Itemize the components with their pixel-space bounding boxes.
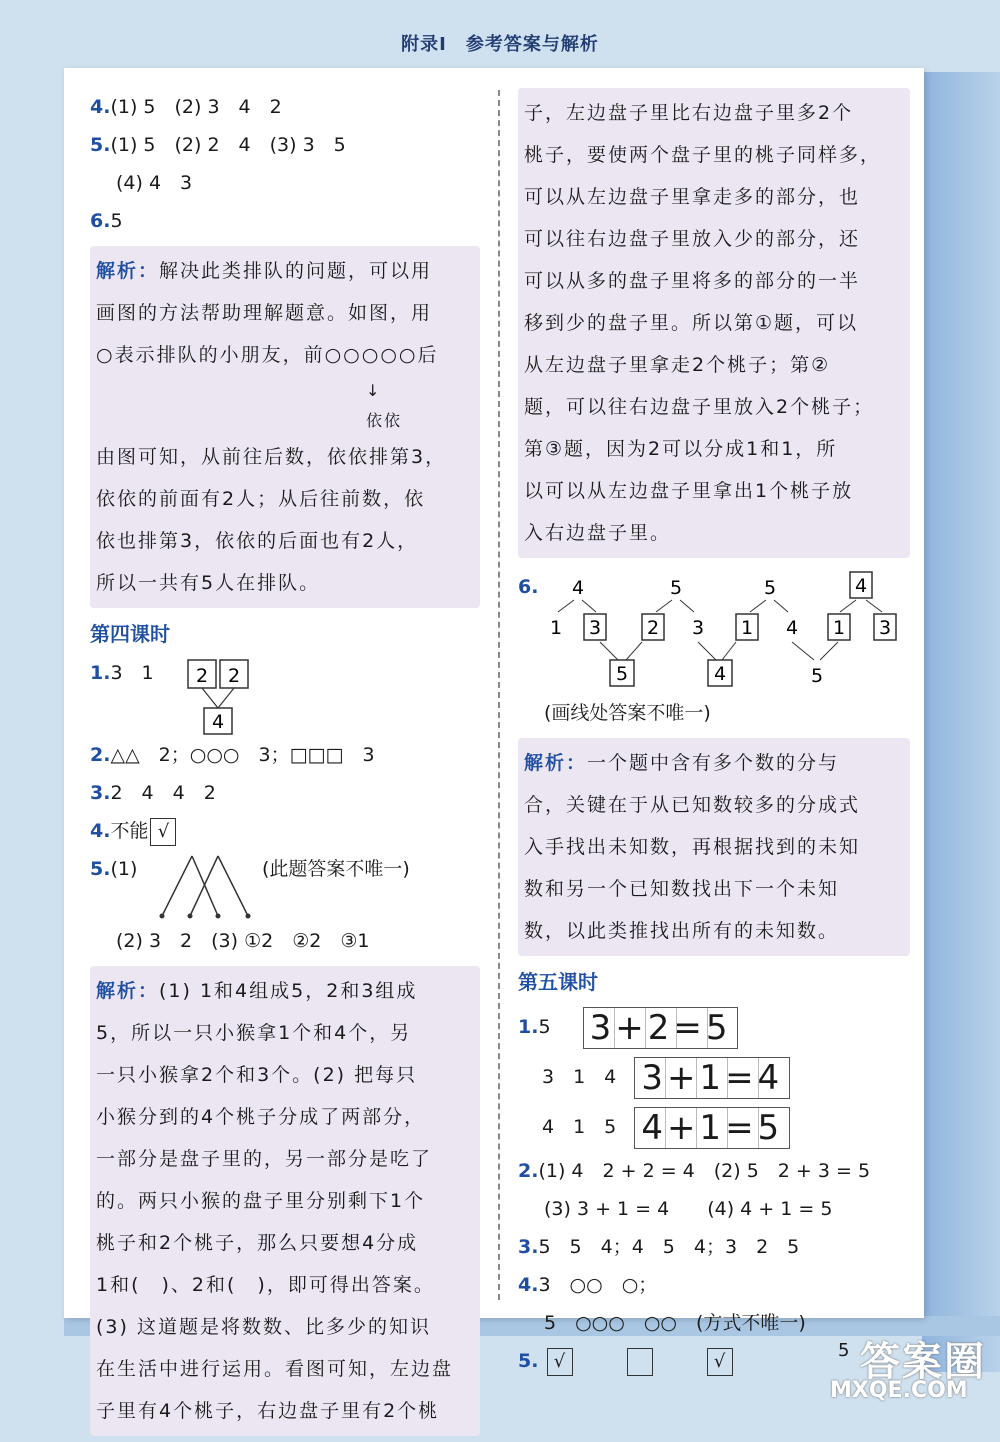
- down-arrow-icon: ↓: [366, 381, 382, 400]
- analysis-box-1: 解析：解决此类排队的问题，可以用 画图的方法帮助理解题意。如图，用 ○表示排队的小朋友，前○○○○○后 ↓ 依依 由图可知，从前往后数，依依排第3， 依依的前面有2人；从后往前数，依 依也排第3，依依的后面也有2人， 所以一共有5人在排队。: [90, 246, 480, 608]
- r5-check-2: √: [707, 1348, 733, 1376]
- arrow-label: ↓ 依依: [366, 381, 403, 430]
- analysis-box-3: 解析：一个题中含有多个数的分与 合，关键在于从已知数较多的分成式 入手找出未知数，再根据找到的未知 数和另一个已知数找出下一个未知 数，以此类推找出所有的未知数。: [518, 738, 910, 956]
- q1-row: 1.3 1 2 2 4: [90, 654, 480, 736]
- q5-row: 5.(1) (此题答案不唯一): [90, 850, 480, 922]
- watermark-logo: 答案圈: [860, 1339, 986, 1385]
- q6-tree-figure: [518, 564, 910, 694]
- t2-right: 3: [691, 617, 705, 639]
- r5-empty-box: [627, 1348, 653, 1376]
- q4: 4.不能 √: [90, 812, 480, 850]
- r1-row-a: 1.5 3+2=5: [518, 1002, 910, 1052]
- answer-5-cont: (4) 4 3: [116, 172, 193, 194]
- page-number: 5: [838, 1340, 850, 1361]
- t4-right: 3: [878, 617, 892, 639]
- b2-value: 4: [713, 663, 727, 685]
- r1-eq-b: 3+1=4: [634, 1057, 790, 1099]
- answer-6: 6.5: [90, 210, 123, 232]
- q6-trees: 6. 4 1 3 5 2 3 5 1 4 4 1 3 5 4 5: [518, 564, 910, 694]
- q1-value-3: 4: [211, 711, 225, 733]
- answer-4: 4.(1) 5 (2) 3 4 2: [90, 96, 282, 118]
- q6-note: (画线处答案不唯一): [544, 702, 711, 724]
- q1-value-2: 2: [227, 665, 241, 687]
- t1-right: 3: [588, 617, 602, 639]
- page-header: 附录I 参考答案与解析: [401, 34, 599, 55]
- q5-answers: (2) 3 2 (3) ①2 ②2 ③1: [116, 930, 370, 952]
- q5-note: (此题答案不唯一): [262, 858, 410, 880]
- right-column: [518, 88, 910, 1380]
- b3-value: 5: [810, 665, 824, 687]
- t3-top: 5: [763, 577, 777, 599]
- answer-5: 5.(1) 5 (2) 2 4 (3) 3 5: [90, 134, 346, 156]
- lesson-4-title: 第四课时: [90, 622, 170, 646]
- r4-a: 4.3 ○○ ○；: [518, 1274, 658, 1296]
- q3: 3.2 4 4 2: [90, 782, 216, 804]
- r1-eq-a: 3+2=5: [583, 1007, 739, 1049]
- r3: 3.5 5 4；4 5 4；3 2 5: [518, 1236, 800, 1258]
- t3-right: 4: [785, 617, 799, 639]
- t1-top: 4: [571, 577, 585, 599]
- r1-row-c: 4 1 5 4+1=5: [518, 1102, 910, 1152]
- q1-value-1: 2: [195, 665, 209, 687]
- analysis-box-2: 解析：(1) 1和4组成5，2和3组成 5，所以一只小猴拿1个和4个，另 一只小猴拿2个和3个。(2) 把每只 小猴分到的4个桃子分成了两部分， 一部分是盘子里的，另一部分是吃了 的。两只小猴的盘子里分别剩下1个 桃子和2个桃子，那么只要想4分成 1和( )、2和( )，即可得出答案。 (3) 这道题是将数数、比多少的知识 在生活中进行运用。看图可知，左边盘 子里有4个桃子，右边盘子里有2个桃: [90, 966, 480, 1436]
- r2-b: (3) 3 + 1 = 4 (4) 4 + 1 = 5: [544, 1198, 833, 1220]
- q2: 2.△△ 2；○○○ 3；□□□ 3: [90, 744, 375, 766]
- column-divider: [498, 90, 500, 1300]
- analysis-continued: 子，左边盘子里比右边盘子里多2个 桃子，要使两个盘子里的桃子同样多， 可以从左边盘子里拿走多的部分，也 可以往右边盘子里放入少的部分，还 可以从多的盘子里将多的部分的一半 移到少的盘子里。所以第①题，可以 从左边盘子里拿走2个桃子；第② 题，可以往右边盘子里放入2个桃子； 第③题，因为2可以分成1和1，所 以可以从左边盘子里拿出1个桃子放 入右边盘子里。: [518, 88, 910, 558]
- q5-match-figure: [156, 852, 266, 922]
- watermark-url: MXQE.COM: [830, 1378, 968, 1403]
- r1-row-b: 3 1 4 3+1=4: [518, 1052, 910, 1102]
- t2-left: 2: [646, 617, 660, 639]
- right-edge-band: [922, 72, 1000, 1372]
- r5-check-1: √: [547, 1348, 573, 1376]
- r4-b: 5 ○○○ ○○ (方式不唯一): [544, 1312, 806, 1334]
- left-column: [90, 88, 480, 1442]
- t3-left: 1: [740, 617, 754, 639]
- r1-eq-c: 4+1=5: [634, 1107, 790, 1149]
- r5: 5. √ √: [518, 1342, 910, 1380]
- check-box: √: [150, 818, 176, 846]
- lesson-5-title: 第五课时: [518, 970, 598, 994]
- q1-tree: [186, 654, 306, 736]
- r2-a: 2.(1) 4 2 + 2 = 4 (2) 5 2 + 3 = 5: [518, 1160, 871, 1182]
- t2-top: 5: [669, 577, 683, 599]
- t1-left: 1: [549, 617, 563, 639]
- b1-value: 5: [615, 663, 629, 685]
- t4-left: 1: [832, 617, 846, 639]
- t4-top: 4: [854, 575, 868, 597]
